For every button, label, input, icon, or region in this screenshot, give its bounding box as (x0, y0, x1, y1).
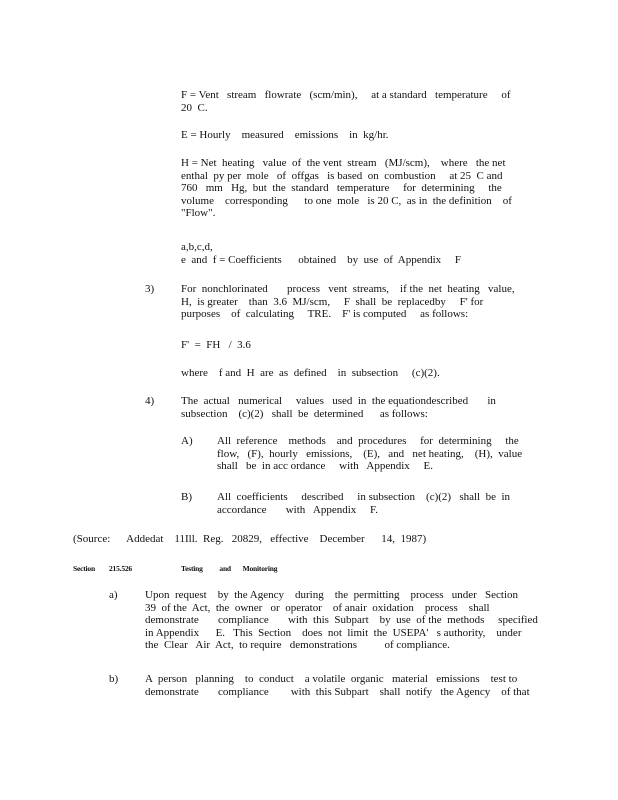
text-line: accordance with Appendix F. (217, 503, 379, 516)
text-line: E = Hourly measured emissions in kg/hr. (181, 129, 389, 141)
text-line: 39 of the Act, the owner or operator of anair oxidation process shall (145, 601, 490, 614)
definition-coefficients (181, 241, 497, 266)
text-line: demonstrate compliance with this Subpart shall notify the Agency of that (145, 685, 530, 698)
text-line: H = Net heating value of the vent stream (MJ/scm), where the net (181, 157, 506, 169)
sub-item-label-a: A) (181, 435, 193, 447)
paragraph-b-text (145, 673, 530, 698)
formula: F' = FH / 3.6 (181, 339, 251, 351)
text-line: the Clear Air Act, to require demonstrations of compliance. (145, 639, 450, 651)
source-note: (Source: Addedat 11Ill. Reg. 20829, effective December 14, 1987) (73, 533, 427, 545)
section-number: 215.526 (109, 564, 132, 573)
text-line: "Flow". (181, 207, 216, 219)
sub-item-label-b: B) (181, 491, 192, 503)
paragraph-label-b: b) (109, 673, 119, 685)
text-line: volume corresponding to one mole is 20 C, as in the definition of (181, 194, 512, 207)
text-line: flow, (F), hourly emissions, (E), and net heating, (H), value (217, 447, 523, 460)
item-number-4: 4) (145, 395, 155, 407)
text-line: H, is greater than 3.6 MJ/scm, F shall be replacedby F' for (181, 295, 484, 308)
text-line: 20 C. (181, 101, 208, 114)
text-line: subsection (c)(2) shall be determined as follows: (181, 407, 428, 420)
text-line: F = Vent stream flowrate (scm/min), at a standard temperature of (181, 89, 511, 101)
text-line: e and f = Coefficients obtained by use of Appendix F (181, 253, 462, 266)
where-clause: where f and H are as defined in subsection (c)(2). (181, 367, 440, 379)
section-label: Section (73, 564, 95, 573)
paragraph-label-a: a) (109, 589, 118, 601)
text-line: enthal py per mole of offgas is based on combustion at 25 C and (181, 169, 503, 182)
text-line: in Appendix E. This Section does not limit the USEPA' s authority, under (145, 626, 522, 639)
text-line: purposes of calculating TRE. F' is computed as follows: (181, 308, 469, 320)
definition-h (181, 157, 512, 220)
text-line: Upon request by the Agency during the permitting process under Section (145, 589, 519, 601)
text-line: For nonchlorinated process vent streams, if the net heating value, (181, 283, 515, 295)
text-line: a,b,c,d, (181, 241, 213, 253)
text-line: All coefficients described in subsection (c)(2) shall be in (217, 491, 511, 503)
paragraph-a-text (145, 589, 538, 652)
text-line: 760 mm Hg, but the standard temperature for determining the (181, 182, 502, 194)
sub-item-a-text (217, 435, 523, 473)
sub-item-b-text (217, 491, 511, 516)
text-line: The actual numerical values used in the equationdescribed in (181, 395, 496, 407)
text-line: All reference methods and procedures for determining the (217, 435, 519, 447)
definition-e (181, 129, 497, 142)
item-3-text (181, 283, 515, 321)
text-line: demonstrate compliance with this Subpart by use of the methods specified (145, 614, 538, 626)
text-line: A person planning to conduct a volatile organic material emissions test to (145, 673, 518, 685)
item-4-text (181, 395, 497, 420)
text-line: shall be in acc ordance with Appendix E. (217, 460, 433, 472)
definition-f (181, 89, 511, 114)
item-number-3: 3) (145, 283, 155, 295)
section-title: Testing and Monitoring (181, 564, 278, 573)
